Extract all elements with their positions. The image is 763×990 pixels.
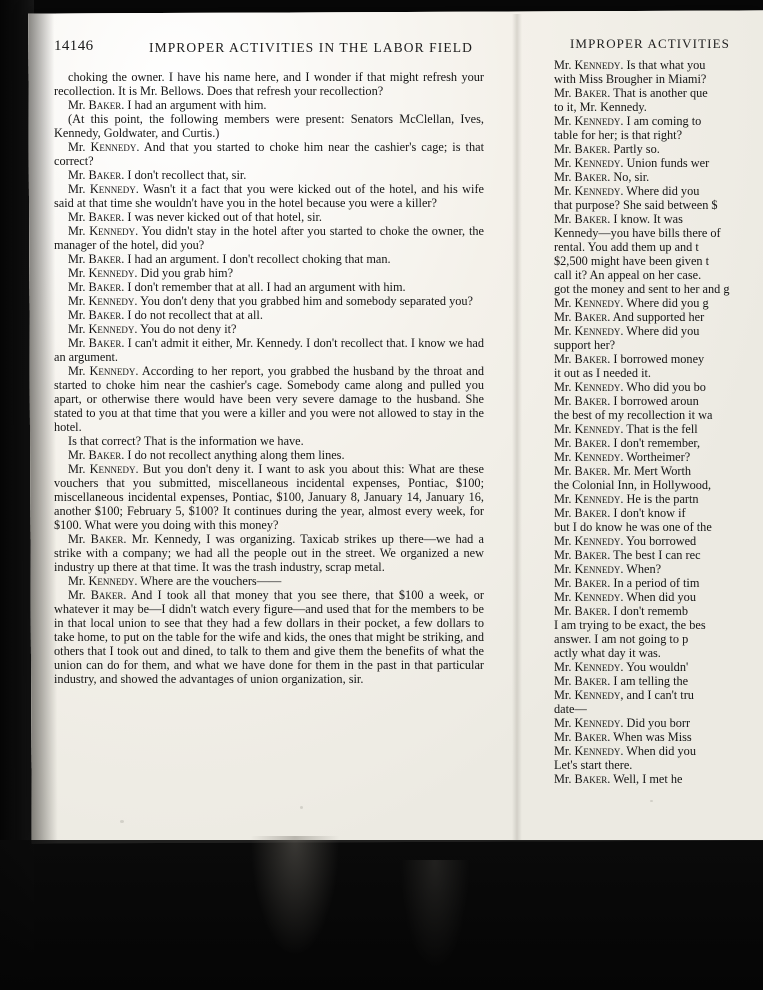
- line: with Miss Brougher in Miami?: [554, 72, 707, 86]
- paragraph: Mr. Kennedy. You do not deny it?: [68, 322, 237, 336]
- line: date—: [554, 702, 587, 716]
- line: it out as I needed it.: [554, 366, 651, 380]
- line: Mr. Baker. That is another que: [554, 86, 708, 100]
- paragraph: Mr. Baker. I had an argument with him.: [68, 98, 267, 112]
- paragraph: Mr. Kennedy. You didn't stay in the hotel after you started to choke the owner, the manager of the hotel, did you?: [54, 224, 484, 252]
- line: Mr. Kennedy. I am coming to: [554, 114, 702, 128]
- paragraph: Mr. Baker. Mr. Kennedy, I was organizing. Taxicab strikes up there—we had a strike with a company; we had all the people out in the street. We organized a new industry up there at that time. It was the trash industry, scrap metal.: [54, 532, 485, 574]
- paragraph: Mr. Baker. I was never kicked out of that hotel, sir.: [68, 210, 322, 224]
- line: Mr. Baker. The best I can rec: [554, 548, 701, 562]
- line: Mr. Baker. No, sir.: [554, 170, 650, 184]
- paragraph: Mr. Kennedy. But you don't deny it. I want to ask you about this: What are these vouchers that you submitted, miscellaneous incidental expenses, Pontiac, $100; miscellaneous incidental expenses, Pontiac, $100, January 8, January 14, January 16, another $100; February 5, $100? It continues during the year, almost every week, for $100. What were you doing with this money?: [54, 462, 484, 532]
- line: Mr. Kennedy. He is the partn: [554, 492, 699, 506]
- paragraph: Mr. Kennedy. Wasn't it a fact that you were kicked out of the hotel, and his wife said at that time she wouldn't have you in the hotel because you were a killer?: [54, 182, 485, 210]
- line: Mr. Baker. I don't remember,: [554, 436, 701, 450]
- paragraph: Mr. Baker. I had an argument. I don't recollect choking that man.: [68, 252, 391, 266]
- paragraph: Is that correct? That is the information we have.: [68, 434, 304, 448]
- paragraph: Mr. Kennedy. You don't deny that you grabbed him and somebody separated you?: [68, 294, 473, 308]
- line: Mr. Baker. I borrowed money: [554, 352, 705, 366]
- line: Mr. Baker. When was Miss: [554, 730, 692, 744]
- line: Mr. Kennedy. Wortheimer?: [554, 450, 691, 464]
- line: Mr. Baker. I know. It was: [554, 212, 683, 226]
- line: Mr. Baker. I am telling the: [554, 674, 689, 688]
- line: Mr. Kennedy. Where did you g: [554, 296, 709, 310]
- bottom-smudge-left: [250, 836, 340, 956]
- line: but I do know he was one of the: [554, 520, 712, 534]
- line: Mr. Kennedy. Union funds wer: [554, 156, 710, 170]
- running-head: IMPROPER ACTIVITIES IN THE LABOR FIELD: [149, 40, 473, 55]
- paragraph: Mr. Baker. I don't remember that at all. I had an argument with him.: [68, 280, 406, 294]
- line: Mr. Kennedy. Did you borr: [554, 716, 691, 730]
- line: Mr. Baker. I borrowed aroun: [554, 394, 699, 408]
- line: the best of my recollection it wa: [554, 408, 713, 422]
- line: actly what day it was.: [554, 646, 661, 660]
- line: $2,500 might have been given t: [554, 254, 710, 268]
- line: Mr. Kennedy. Where did you: [554, 324, 700, 338]
- paragraph: Mr. Baker. I can't admit it either, Mr. Kennedy. I don't recollect that. I know we had an argument.: [54, 336, 485, 364]
- right-text-column: [540, 58, 763, 786]
- line: Mr. Baker. I don't rememb: [554, 604, 688, 618]
- line: support her?: [554, 338, 616, 352]
- line: Mr. Baker. And supported her: [554, 310, 705, 324]
- left-text-column: [54, 70, 484, 686]
- line: Mr. Baker. In a period of tim: [554, 576, 700, 590]
- page-number: 14146: [54, 38, 94, 54]
- line: Mr. Kennedy. You wouldn': [554, 660, 689, 674]
- paragraph: Mr. Kennedy. And that you started to choke him near the cashier's cage; is that correct?: [54, 140, 484, 168]
- line: call it? An appeal on her case.: [554, 268, 702, 282]
- line: the Colonial Inn, in Hollywood,: [554, 478, 712, 492]
- running-head-right: IMPROPER ACTIVITIES: [570, 36, 730, 51]
- line: Let's start there.: [554, 758, 633, 772]
- line: Kennedy—you have bills there of: [554, 226, 721, 240]
- paragraph: Mr. Baker. I do not recollect anything along them lines.: [68, 448, 345, 462]
- paragraph: Mr. Kennedy. Where are the vouchers——: [68, 574, 282, 588]
- paragraph: choking the owner. I have his name here, and I wonder if that might refresh your recollection. It is Mr. Bellows. Does that refresh your recollection?: [54, 70, 484, 98]
- line: Mr. Kennedy. Who did you bo: [554, 380, 706, 394]
- line: Mr. Baker. Mr. Mert Worth: [554, 464, 692, 478]
- line: that purpose? She said between $: [554, 198, 718, 212]
- line: Mr. Kennedy. When did you: [554, 590, 696, 604]
- line: Mr. Kennedy. Where did you: [554, 184, 700, 198]
- paragraph: Mr. Kennedy. Did you grab him?: [68, 266, 234, 280]
- line: Mr. Baker. I don't know if: [554, 506, 686, 520]
- line: Mr. Kennedy. When?: [554, 562, 662, 576]
- paragraph: Mr. Kennedy. According to her report, you grabbed the husband by the throat and started to choke him near the cashier's cage. Somebody came along and pulled you apart, or otherwise there would have been very severe damage to the husband. She stated to you at that time that you were a killer and you were not allowed to stay in the hotel.: [54, 364, 484, 434]
- paragraph: (At this point, the following members were present: Senators McClellan, Ives, Kennedy, Goldwater, and Curtis.): [54, 112, 484, 140]
- line: Mr. Kennedy. You borrowed: [554, 534, 697, 548]
- paragraph: Mr. Baker. I do not recollect that at all.: [68, 308, 263, 322]
- line: rental. You add them up and t: [554, 240, 699, 254]
- line: table for her; is that right?: [554, 128, 683, 142]
- line: Mr. Kennedy. Is that what you: [554, 58, 706, 72]
- line: answer. I am not going to p: [554, 632, 689, 646]
- paragraph: Mr. Baker. And I took all that money that you see there, that $100 a week, or whatever it may be—I didn't watch every figure—and used that for the members to be in that local union to see that they had a few dollars in their pocket, a few dollars to take home, to put on the table for the wife and kids, the ones that might be striking, and others that I took out and dined, to talk to them and give them the benefits of what the union can do for them, and what we have done for them in the past in that particular industry, and showed the advantages of union organization, sir.: [54, 588, 484, 686]
- bottom-shadow: [0, 840, 763, 990]
- bottom-smudge-right: [400, 860, 470, 970]
- line: Mr. Baker. Partly so.: [554, 142, 660, 156]
- right-column-clip: [528, 20, 763, 820]
- line: Mr. Kennedy. That is the fell: [554, 422, 698, 436]
- line: to it, Mr. Kennedy.: [554, 100, 647, 114]
- line: got the money and sent to her and g: [554, 282, 730, 296]
- line: Mr. Baker. Well, I met he: [554, 772, 683, 786]
- line: Mr. Kennedy, and I can't tru: [554, 688, 694, 702]
- line: Mr. Kennedy. When did you: [554, 744, 696, 758]
- line: I am trying to be exact, the bes: [554, 618, 706, 632]
- paragraph: Mr. Baker. I don't recollect that, sir.: [68, 168, 247, 182]
